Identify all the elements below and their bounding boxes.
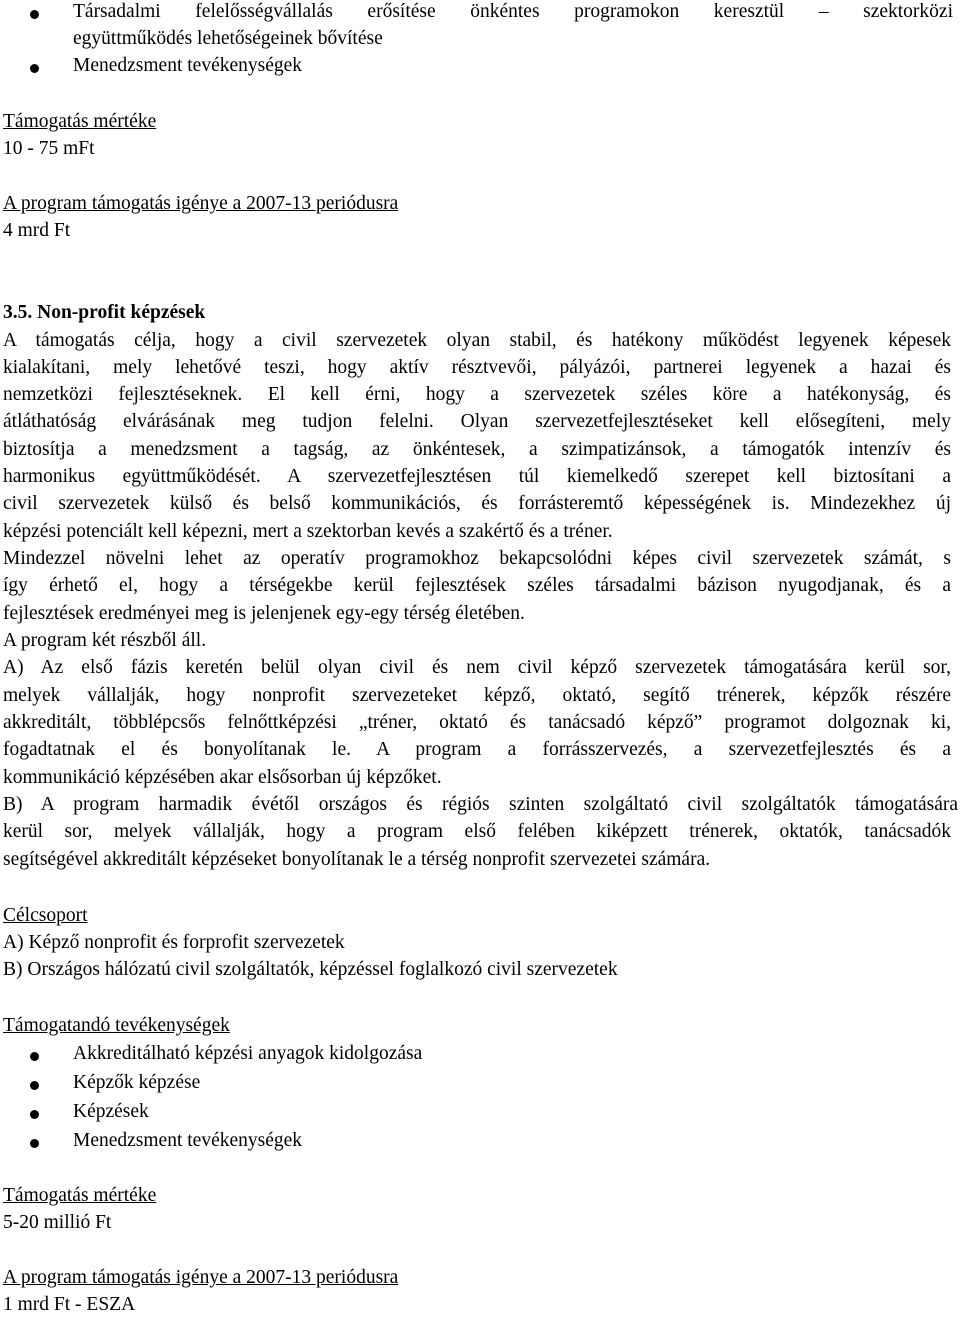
demand-value: 4 mrd Ft [3, 220, 71, 241]
body-line: kialakítani, mely lehetővé teszi, hogy aktív résztvevői, pályázói, partnerei legyenek a hazai és [3, 357, 951, 378]
body-line: kommunikáció képzésében akar elsősorban új képzőket. [3, 767, 442, 788]
body-line: kerül sor, melyek vállalják, hogy a program első felében kiképzett trénerek, oktatók, tanácsadók [3, 821, 951, 842]
body-line: civil szervezetek külső és belső kommunikációs, és forrásteremtő képességének is. Mindezekhez új [3, 493, 951, 514]
body-line: így érhető el, hogy a térségekbe kerül fejlesztések széles társadalmi bázison nyugodjanak, és a [3, 575, 951, 596]
support-value: 5-20 millió Ft [3, 1212, 112, 1233]
bullet-item: Társadalmi felelősségvállalás erősítése önkéntes programokon keresztül – szektorközi [73, 1, 953, 22]
bullet-item: Menedzsment tevékenységek [73, 55, 303, 76]
bullet-icon [30, 1052, 39, 1061]
body-line: fejlesztések eredményei meg is jelenjenek egy-egy térség életében. [3, 603, 525, 624]
body-line: A) Az első fázis keretén belül olyan civil és nem civil képző szervezetek támogatására kerül sor, [3, 657, 951, 678]
body-line: B) A program harmadik évétől országos és régiós szinten szolgáltató civil szolgáltatók támogatására [3, 794, 958, 815]
activity-item: Akkreditálható képzési anyagok kidolgozása [73, 1043, 423, 1064]
bullet-item-continuation: együttműködés lehetőségeinek bővítése [73, 28, 383, 49]
body-line: segítségével akkreditált képzéseket bonyolítanak le a térség nonprofit szervezetei számára. [3, 849, 711, 870]
body-line: A program két részből áll. [3, 630, 207, 651]
bullet-icon [30, 1110, 39, 1119]
support-value: 10 - 75 mFt [3, 138, 95, 159]
body-line: képzési potenciált kell képezni, mert a szektorban kevés a szakértő és a tréner. [3, 521, 613, 542]
activities-heading: Támogatandó tevékenységek [3, 1015, 230, 1036]
body-line: nemzetközi fejlesztéseknek. El kell érni, hogy a szervezetek széles köre a hatékonyság, és [3, 384, 951, 405]
body-line: biztosítja a menedzsment a tagság, az önkéntesek, a szimpatizánsok, a támogatók intenzív és [3, 439, 951, 460]
demand-heading: A program támogatás igénye a 2007-13 periódusra [3, 1267, 399, 1288]
target-item: A) Képző nonprofit és forprofit szervezetek [3, 932, 345, 953]
support-heading: Támogatás mértéke [3, 1185, 157, 1206]
body-line: melyek vállalják, hogy nonprofit szervezeteket képző, oktató, segítő trénerek, képzők részére [3, 685, 951, 706]
body-line: harmonikus együttműködését. A szervezetfejlesztésen túl kiemelkedő szerepet kell biztosítani a [3, 466, 951, 487]
body-line: akkreditált, többlépcsős felnőttképzési „tréner, oktató és tanácsadó képző” programot dolgoznak ki, [3, 712, 951, 733]
support-heading: Támogatás mértéke [3, 111, 157, 132]
body-line: Mindezzel növelni lehet az operatív programokhoz bekapcsolódni képes civil szervezetek számát, s [3, 548, 951, 569]
body-line: fogadtatnak el és bonyolítanak le. A program a forrásszervezés, a szervezetfejlesztés és a [3, 739, 951, 760]
activity-item: Képzők képzése [73, 1072, 201, 1093]
demand-heading: A program támogatás igénye a 2007-13 periódusra [3, 193, 399, 214]
activity-item: Menedzsment tevékenységek [73, 1130, 303, 1151]
bullet-icon [30, 1139, 39, 1148]
bullet-icon [30, 1081, 39, 1090]
bullet-icon [30, 10, 39, 19]
demand-value: 1 mrd Ft - ESZA [3, 1294, 136, 1315]
section-title: 3.5. Non-profit képzések [3, 302, 206, 323]
activity-item: Képzések [73, 1101, 149, 1122]
body-line: A támogatás célja, hogy a civil szervezetek olyan stabil, és hatékony működést legyenek képesek [3, 330, 951, 351]
target-heading: Célcsoport [3, 905, 88, 926]
body-line: átláthatóság elvárásának meg tudjon felelni. Olyan szervezetfejlesztéseket kell elősegíteni, mely [3, 411, 951, 432]
bullet-icon [30, 64, 39, 73]
target-item: B) Országos hálózatú civil szolgáltatók, képzéssel foglalkozó civil szervezetek [3, 959, 618, 980]
